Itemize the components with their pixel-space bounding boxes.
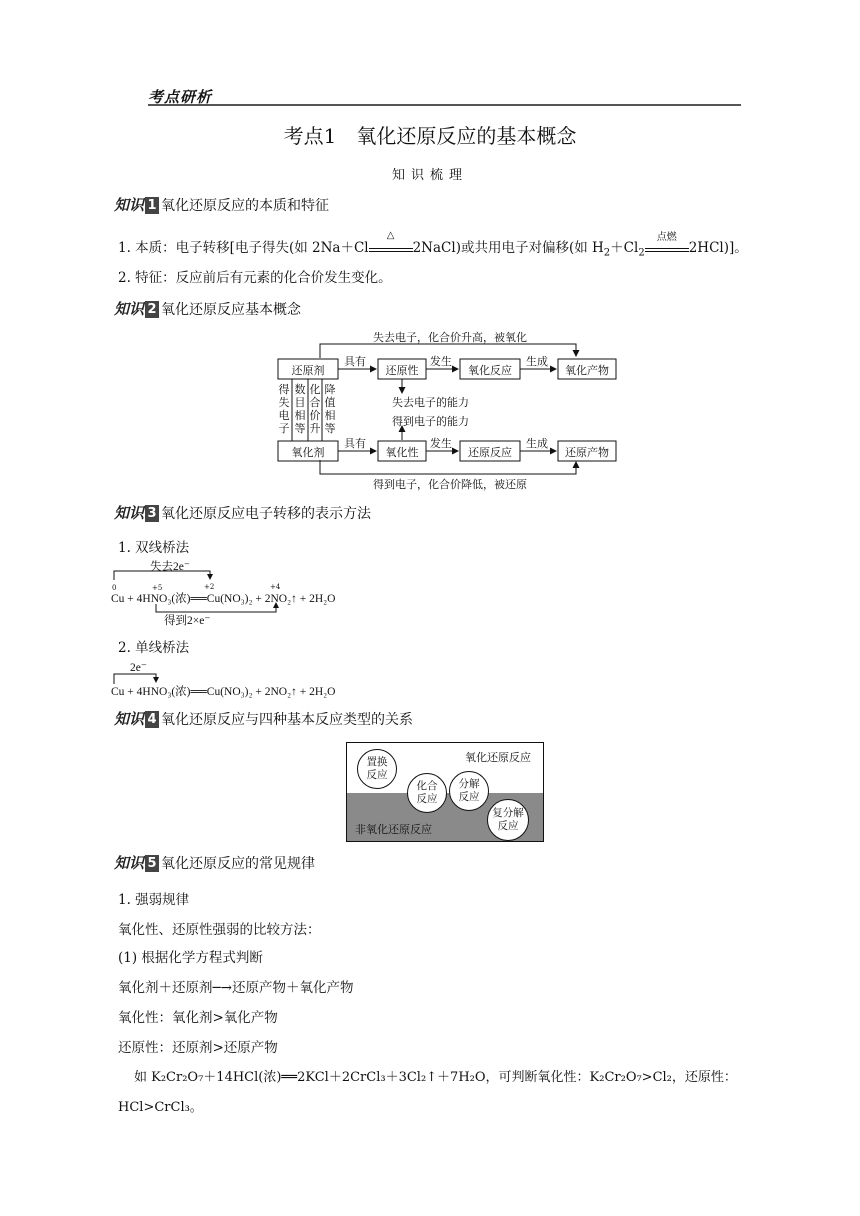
bottom-label: 得到电子，化合价降低，被还原 bbox=[373, 478, 527, 491]
reaction-types-venn bbox=[346, 742, 544, 842]
double-bridge-gain-label: 得到2×e⁻ bbox=[164, 615, 211, 627]
knowledge-number: 2 bbox=[145, 301, 159, 318]
k4-title: 氧化还原反应与四种基本反应类型的关系 bbox=[161, 712, 414, 728]
k1-text-c: ＋Cl bbox=[610, 240, 639, 256]
ox-state-cu2: +2 bbox=[204, 583, 215, 591]
method-double-bridge: 1. 双线桥法 bbox=[118, 540, 190, 556]
redox-region-label: 氧化还原反应 bbox=[465, 751, 531, 764]
k1-line1 bbox=[118, 230, 748, 259]
k4-heading bbox=[114, 708, 413, 729]
non-redox-region-label: 非氧化还原反应 bbox=[355, 823, 432, 836]
k1-subscript: 2 bbox=[638, 247, 645, 259]
k1-heading bbox=[114, 194, 329, 215]
box-reducing-agent: 还原剂 bbox=[291, 364, 325, 377]
k1-title: 氧化还原反应的本质和特征 bbox=[161, 198, 330, 214]
k2-heading bbox=[114, 298, 301, 319]
box-oxidizing-agent: 氧化剂 bbox=[291, 446, 325, 459]
vertical-text-valence-up: 化 合 价 升 bbox=[309, 383, 321, 435]
circle-displacement: 置换 反应 bbox=[357, 749, 397, 789]
k5-p8: HCl>CrCl₃。 bbox=[118, 1100, 203, 1115]
verb-have-2: 具有 bbox=[344, 437, 366, 450]
knowledge-number: 3 bbox=[145, 505, 159, 522]
k1-text-a: 1. 本质：电子转移[电子得失(如 2Na＋Cl bbox=[118, 240, 369, 256]
vertical-text-valence-down: 降 值 相 等 bbox=[324, 383, 336, 435]
condition-heat-label: △ bbox=[386, 230, 395, 241]
box-reduction-product: 还原产物 bbox=[565, 446, 609, 459]
verb-produce-2: 生成 bbox=[526, 437, 548, 450]
k1-line2: 2. 特征：反应前后有元素的化合价发生变化。 bbox=[118, 270, 392, 286]
double-bridge-lose-label: 失去2e⁻ bbox=[150, 561, 190, 573]
section-header: 考点研析 bbox=[148, 88, 213, 106]
knowledge-number: 5 bbox=[145, 855, 159, 872]
k3-heading bbox=[114, 502, 371, 523]
page-title: 考点1 氧化还原反应的基本概念 bbox=[283, 124, 577, 148]
k5-p3: (1) 根据化学方程式判断 bbox=[118, 950, 263, 966]
single-bridge-label: 2e⁻ bbox=[130, 662, 147, 674]
ox-state-n4: +4 bbox=[270, 583, 281, 591]
condition-ignite-label: 点燃 bbox=[656, 232, 677, 243]
knowledge-badge: 知识 bbox=[114, 504, 145, 522]
vertical-text-equal-number: 数 目 相 等 bbox=[294, 383, 306, 435]
circle-double-displacement: 复分解 反应 bbox=[487, 799, 529, 841]
circle-combination: 化合 反应 bbox=[407, 773, 447, 813]
knowledge-badge: 知识 bbox=[114, 854, 145, 872]
double-bridge-equation: Cu + 4HNO₃(浓)══Cu(NO₃)₂ + 2NO₂↑ + 2H₂O bbox=[111, 593, 336, 605]
k1-subscript: 2 bbox=[603, 247, 611, 259]
single-bridge-equation: Cu + 4HNO₃(浓)══Cu(NO₃)₂ + 2NO₂↑ + 2H₂O bbox=[111, 686, 336, 698]
box-oxidizability: 氧化性 bbox=[385, 446, 419, 459]
ox-state-cu: 0 bbox=[112, 584, 117, 592]
box-oxidation-product: 氧化产物 bbox=[565, 364, 609, 377]
circle-decomposition: 分解 反应 bbox=[449, 771, 489, 811]
box-oxidation-reaction: 氧化反应 bbox=[468, 364, 512, 377]
header-rule bbox=[148, 104, 741, 106]
k1-text-d: 2HCl)]。 bbox=[688, 240, 748, 256]
k5-p7: 如 K₂Cr₂O₇＋14HCl(浓)══2KCl＋2CrCl₃＋3Cl₂↑＋7H₂O，可判断氧化性：K₂Cr₂O₇>Cl₂，还原性： bbox=[134, 1070, 737, 1085]
k5-p2: 氧化性、还原性强弱的比较方法： bbox=[118, 922, 321, 938]
gain-electron-ability: 得到电子的能力 bbox=[392, 415, 469, 428]
k5-heading bbox=[114, 852, 315, 873]
top-label: 失去电子，化合价升高，被氧化 bbox=[373, 331, 527, 344]
box-reducibility: 还原性 bbox=[385, 364, 419, 377]
knowledge-number: 4 bbox=[145, 711, 159, 728]
k5-p1: 1. 强弱规律 bbox=[118, 892, 190, 908]
k5-p6: 还原性：还原剂>还原产物 bbox=[118, 1040, 278, 1056]
k2-title: 氧化还原反应基本概念 bbox=[161, 302, 302, 318]
ox-state-n5: +5 bbox=[152, 584, 163, 592]
vertical-text-electrons: 得 失 电 子 bbox=[278, 383, 290, 435]
knowledge-badge: 知识 bbox=[114, 710, 145, 728]
k5-p5: 氧化性：氧化剂>氧化产物 bbox=[118, 1010, 278, 1026]
page-subtitle: 知识梳理 bbox=[391, 168, 468, 183]
method-single-bridge: 2. 单线桥法 bbox=[118, 640, 190, 656]
k5-p4: 氧化剂＋还原剂─→还原产物＋氧化产物 bbox=[118, 980, 354, 996]
verb-undergo-1: 发生 bbox=[430, 355, 452, 368]
lose-electron-ability: 失去电子的能力 bbox=[392, 396, 469, 409]
k5-title: 氧化还原反应的常见规律 bbox=[161, 856, 316, 872]
box-reduction-reaction: 还原反应 bbox=[468, 446, 512, 459]
verb-undergo-2: 发生 bbox=[430, 437, 452, 450]
verb-produce-1: 生成 bbox=[526, 355, 548, 368]
reaction-condition-heat bbox=[369, 230, 413, 252]
knowledge-number: 1 bbox=[145, 197, 159, 214]
verb-have-1: 具有 bbox=[344, 355, 366, 368]
diagram-labels bbox=[270, 324, 630, 494]
knowledge-badge: 知识 bbox=[114, 196, 145, 214]
knowledge-badge: 知识 bbox=[114, 300, 145, 318]
k1-text-b: 2NaCl)或共用电子对偏移(如 H bbox=[412, 240, 604, 256]
reaction-condition-ignite bbox=[645, 232, 689, 252]
k3-title: 氧化还原反应电子转移的表示方法 bbox=[161, 506, 372, 522]
